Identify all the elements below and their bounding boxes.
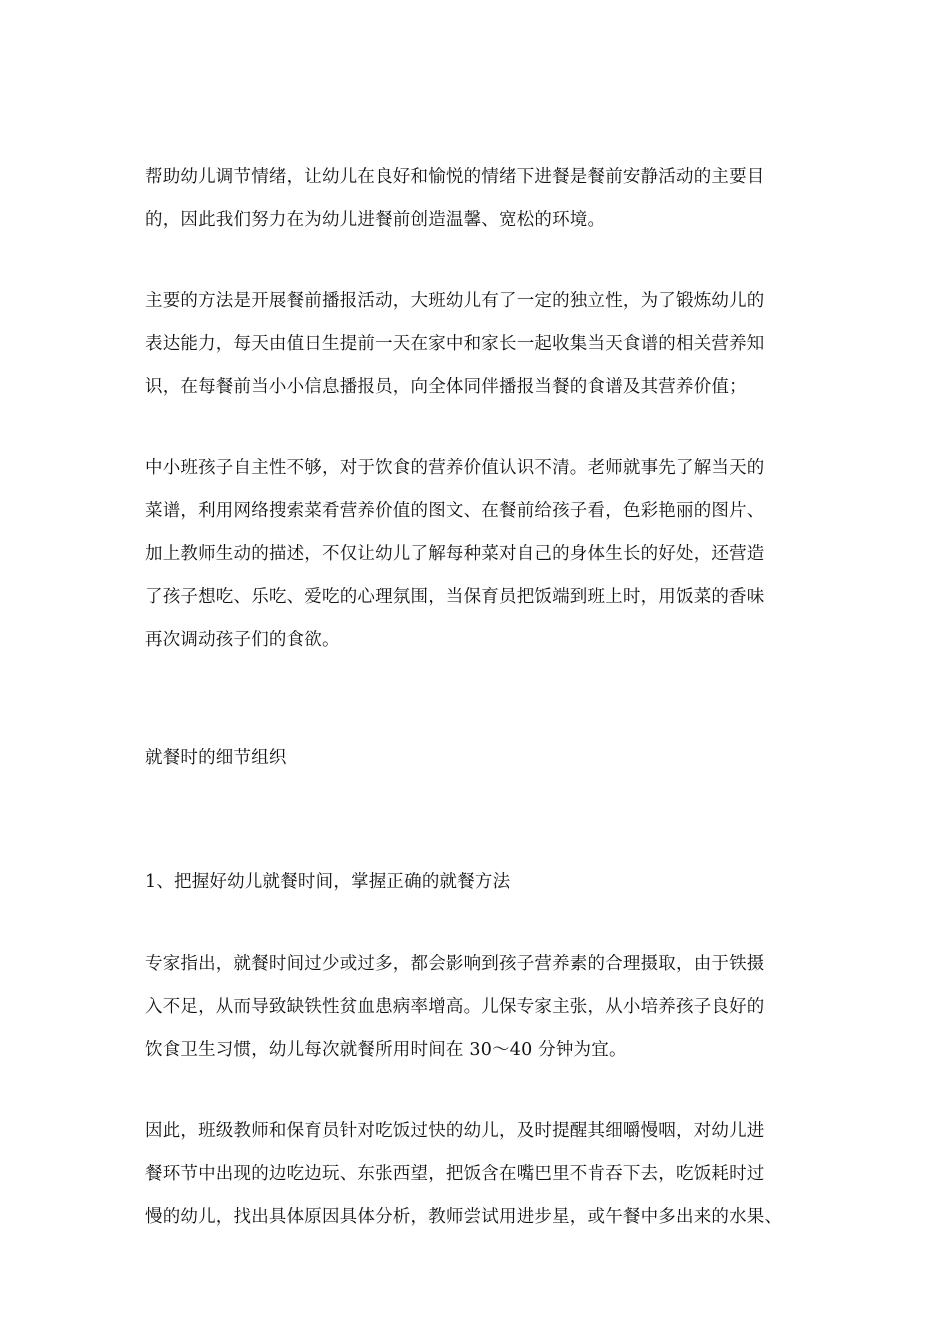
text-line: 再次调动孩子们的食欲。 [145,630,340,650]
text-line: 入不足，从而导致缺铁性贫血患病率增高。儿保专家主张，从小培养孩子良好的 [145,997,765,1017]
text-line: 的，因此我们努力在为幼儿进餐前创造温馨、宽松的环境。 [145,210,606,230]
text-line: 专家指出，就餐时间过少或过多，都会影响到孩子营养素的合理摄取，由于铁摄 [145,954,765,974]
text-line: 饮食卫生习惯，幼儿每次就餐所用时间在 30～40 分钟为宜。 [145,1040,627,1060]
heading-text: 就餐时的细节组织 [145,748,287,768]
text-line: 菜谱，利用网络搜索菜肴营养价值的图文、在餐前给孩子看，色彩艳丽的图片、 [145,501,765,521]
text-line: 中小班孩子自主性不够，对于饮食的营养价值认识不清。老师就事先了解当天的 [145,458,765,478]
text-line: 了孩子想吃、乐吃、爱吃的心理氛围，当保育员把饭端到班上时，用饭菜的香味 [145,587,765,607]
text-line: 慢的幼儿，找出具体原因具体分析，教师尝试用进步星，或午餐中多出来的水果、 [145,1207,783,1227]
subheading-text: 1、把握好幼儿就餐时间，掌握正确的就餐方法 [145,872,511,892]
text-line: 因此，班级教师和保育员针对吃饭过快的幼儿，及时提醒其细嚼慢咽，对幼儿进 [145,1121,765,1141]
text-line: 帮助幼儿调节情绪，让幼儿在良好和愉悦的情绪下进餐是餐前安静活动的主要目 [145,167,765,187]
text-line: 识，在每餐前当小小信息播报员，向全体同伴播报当餐的食谱及其营养价值； [145,377,747,397]
text-line: 主要的方法是开展餐前播报活动，大班幼儿有了一定的独立性，为了锻炼幼儿的 [145,291,765,311]
text-line: 表达能力，每天由值日生提前一天在家中和家长一起收集当天食谱的相关营养知 [145,334,765,354]
text-line: 加上教师生动的描述，不仅让幼儿了解每种菜对自己的身体生长的好处，还营造 [145,544,765,564]
text-line: 餐环节中出现的边吃边玩、东张西望，把饭含在嘴巴里不肯吞下去，吃饭耗时过 [145,1164,765,1184]
